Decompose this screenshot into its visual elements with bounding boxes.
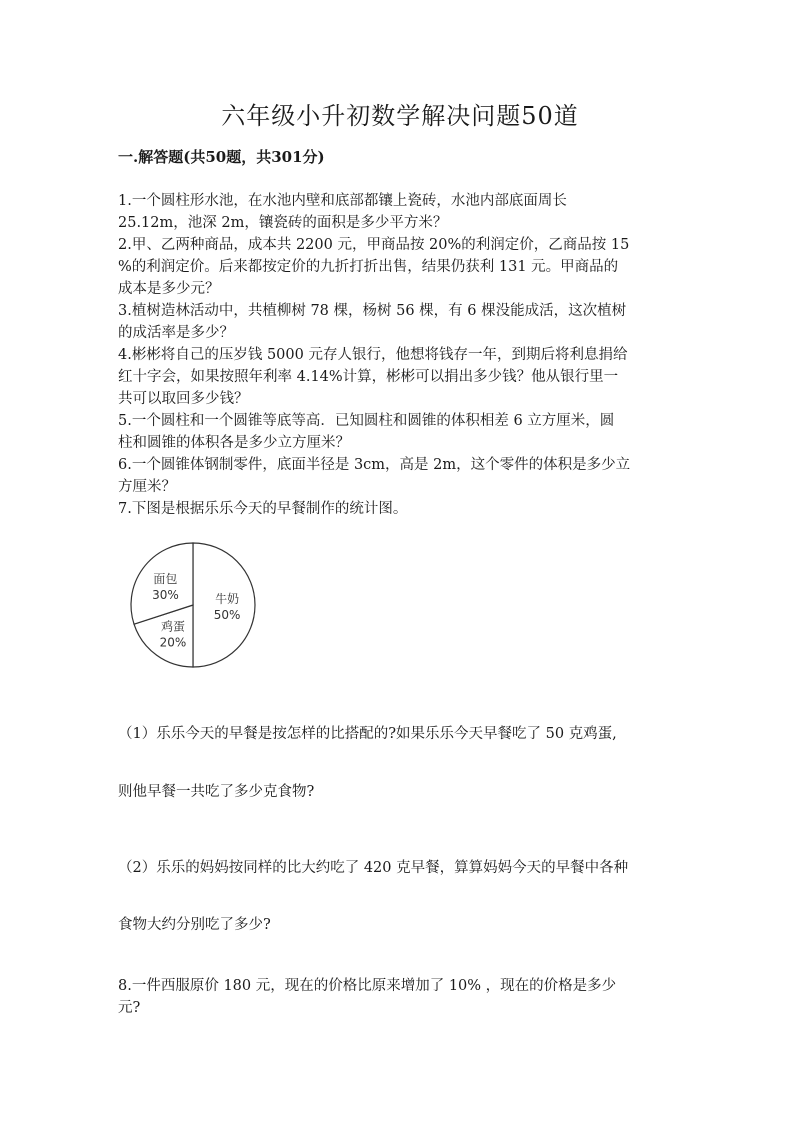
pie-percent-bread: 30% bbox=[152, 587, 179, 602]
section-heading: 一.解答题(共50题，共301分) bbox=[118, 148, 325, 166]
question-7-sub2-line-1: （2）乐乐的妈妈按同样的比大约吃了 420 克早餐，算算妈妈今天的早餐中各种 bbox=[118, 860, 629, 876]
question-6-line-1: 6.一个圆锥体钢制零件，底面半径是 3cm，高是 2m，这个零件的体积是多少立 bbox=[118, 457, 631, 473]
breakfast-pie-chart bbox=[128, 540, 268, 680]
question-7-sub1-line-2: 则他早餐一共吃了多少克食物? bbox=[118, 784, 315, 800]
question-8-line-1: 8.一件西服原价 180 元，现在的价格比原来增加了 10% ，现在的价格是多少 bbox=[118, 978, 617, 994]
question-7-sub2-line-2: 食物大约分别吃了多少? bbox=[118, 917, 271, 933]
question-2-line-1: 2.甲、乙两种商品，成本共 2200 元，甲商品按 20%的利润定价，乙商品按 15 bbox=[118, 237, 630, 253]
question-2-line-2: %的利润定价。后来都按定价的九折打折出售，结果仍获利 131 元。甲商品的 bbox=[118, 259, 619, 275]
question-6-line-2: 方厘米？ bbox=[118, 479, 176, 495]
pie-percent-milk: 50% bbox=[213, 608, 241, 622]
pie-chart-svg bbox=[128, 540, 268, 680]
question-5-line-2: 柱和圆锥的体积各是多少立方厘米？ bbox=[118, 435, 350, 451]
question-1-line-1: 1.一个圆柱形水池，在水池内壁和底部都镶上瓷砖，水池内部底面周长 bbox=[118, 193, 567, 209]
question-2-line-3: 成本是多少元？ bbox=[118, 281, 220, 297]
question-8-line-2: 元? bbox=[118, 1000, 141, 1016]
question-3-line-2: 的成活率是多少？ bbox=[118, 325, 234, 341]
question-4-line-1: 4.彬彬将自己的压岁钱 5000 元存人银行，他想将钱存一年，到期后将利息捐给 bbox=[118, 347, 628, 363]
pie-percent-egg: 20% bbox=[159, 635, 187, 650]
question-4-line-2: 红十字会，如果按照年利率 4.14%计算，彬彬可以捐出多少钱？他从银行里一 bbox=[118, 369, 619, 385]
pie-label-bread: 面包 bbox=[153, 571, 178, 586]
question-3-line-1: 3.植树造林活动中，共植柳树 78 棵，杨树 56 棵，有 6 棵没能成活，这次植树 bbox=[118, 303, 627, 319]
question-7-intro: 7.下图是根据乐乐今天的早餐制作的统计图。 bbox=[118, 501, 408, 517]
question-4-line-3: 共可以取回多少钱？ bbox=[118, 391, 249, 407]
question-1-line-2: 25.12m，池深 2m，镶瓷砖的面积是多少平方米？ bbox=[118, 215, 448, 231]
question-5-line-1: 5.一个圆柱和一个圆锥等底等高．已知圆柱和圆锥的体积相差 6 立方厘米，圆 bbox=[118, 413, 615, 429]
document-title: 六年级小升初数学解决问题50道 bbox=[221, 102, 579, 130]
pie-label-milk: 牛奶 bbox=[215, 592, 240, 606]
question-7-sub1-line-1: （1）乐乐今天的早餐是按怎样的比搭配的?如果乐乐今天早餐吃了 50 克鸡蛋, bbox=[118, 726, 617, 742]
pie-label-egg: 鸡蛋 bbox=[160, 619, 185, 634]
